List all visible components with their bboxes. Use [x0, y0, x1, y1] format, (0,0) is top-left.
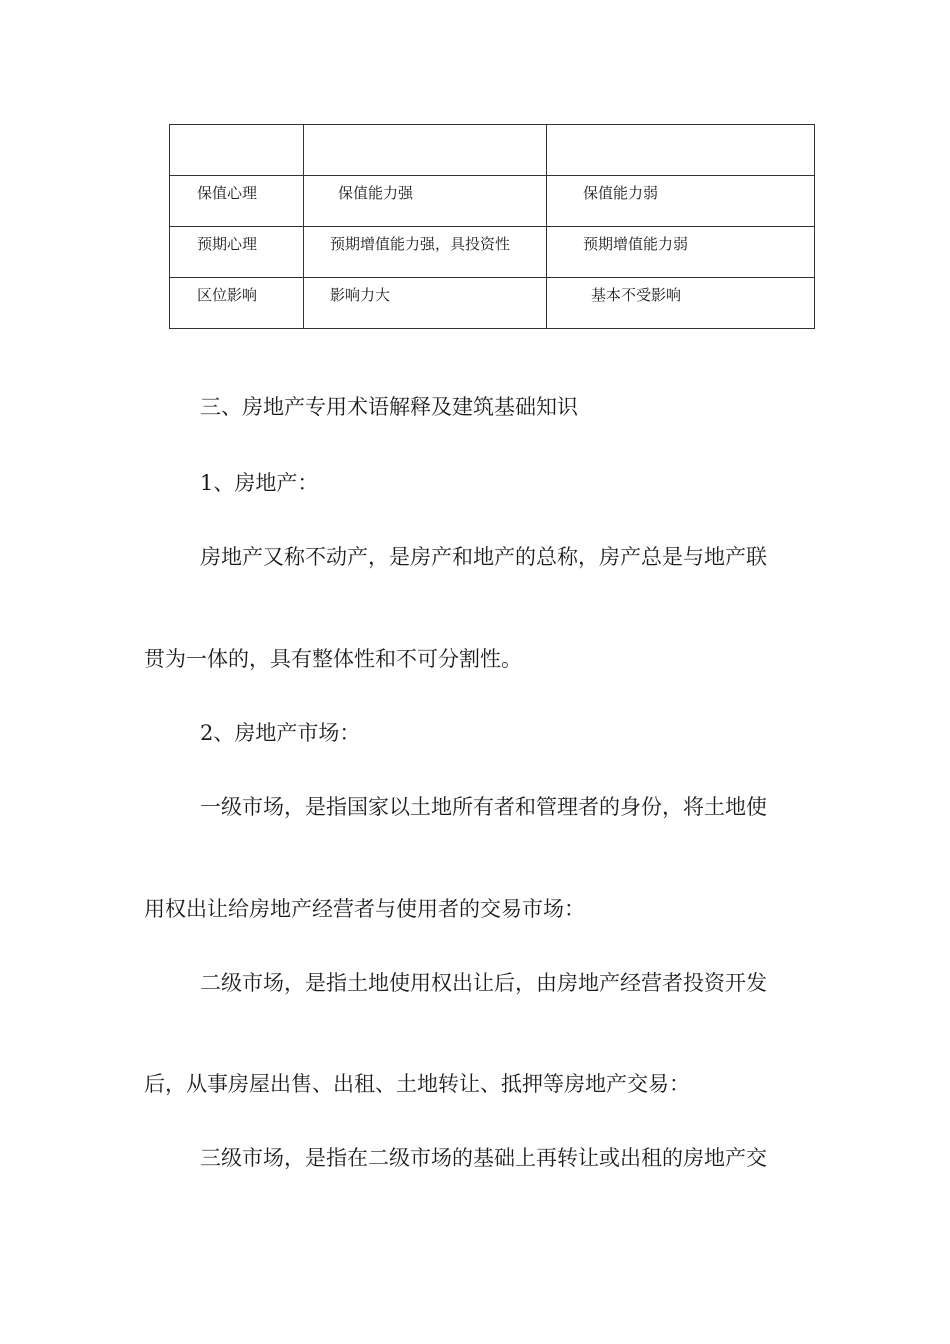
paragraph-line: 贯为一体的，具有整体性和不可分割性。: [144, 647, 522, 671]
table-cell: [304, 125, 547, 176]
table-row: [170, 227, 815, 278]
table-cell: 预期增值能力强，具投资性: [304, 227, 547, 278]
table-cell: 区位影响: [170, 278, 304, 329]
paragraph-line: 后，从事房屋出售、出租、土地转让、抵押等房地产交易：: [144, 1072, 690, 1096]
table-cell: 影响力大: [304, 278, 547, 329]
comparison-table: [169, 124, 815, 329]
paragraph-line: 二级市场，是指土地使用权出让后，由房地产经营者投资开发: [200, 971, 767, 995]
table-cell: 保值心理: [170, 176, 304, 227]
section-heading: 三、房地产专用术语解释及建筑基础知识: [200, 395, 578, 419]
table-row: [170, 278, 815, 329]
paragraph-line: 一级市场，是指国家以土地所有者和管理者的身份，将土地使: [200, 795, 767, 819]
paragraph-line: 用权出让给房地产经营者与使用者的交易市场：: [144, 897, 585, 921]
table-cell: 基本不受影响: [547, 278, 815, 329]
table-cell: 保值能力强: [304, 176, 547, 227]
table-header-row: [170, 125, 815, 176]
table-cell: 预期心理: [170, 227, 304, 278]
item-heading-real-estate-market: 2、房地产市场：: [200, 721, 361, 745]
table-cell: [547, 125, 815, 176]
paragraph-line: 房地产又称不动产，是房产和地产的总称，房产总是与地产联: [200, 545, 767, 569]
item-heading-real-estate: 1、房地产：: [200, 471, 319, 495]
paragraph-line: 三级市场，是指在二级市场的基础上再转让或出租的房地产交: [200, 1146, 767, 1170]
table-row: [170, 176, 815, 227]
table-cell: 预期增值能力弱: [547, 227, 815, 278]
table-cell: 保值能力弱: [547, 176, 815, 227]
table-cell: [170, 125, 304, 176]
